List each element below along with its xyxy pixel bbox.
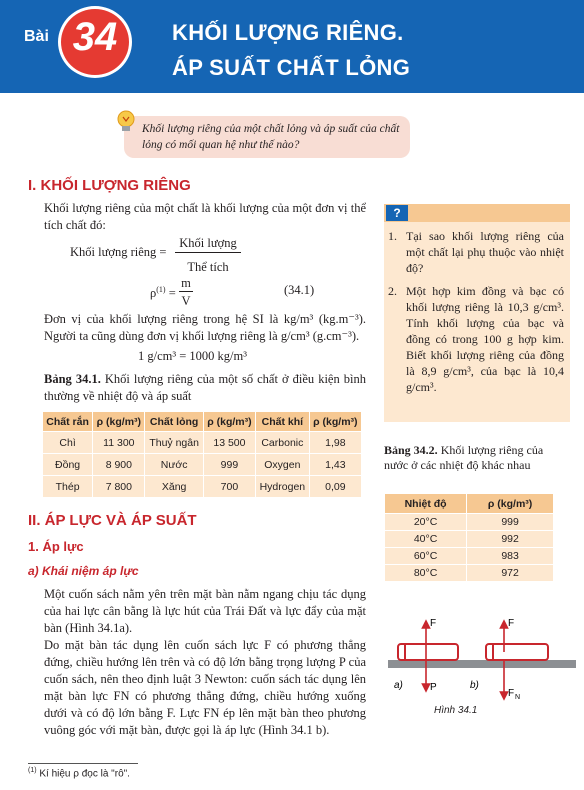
lesson-title-line1: KHỐI LƯỢNG RIÊNG. <box>172 20 404 45</box>
table-row <box>385 565 554 582</box>
table-header-cell: ρ (kg/m³) <box>203 412 255 432</box>
table-header-cell: Nhiệt độ <box>385 494 467 514</box>
table-cell: 20°C <box>385 514 467 531</box>
table-cell: Đồng <box>43 454 93 476</box>
table-cell: 11 300 <box>93 432 145 454</box>
table-row <box>385 548 554 565</box>
table-cell: 700 <box>203 476 255 498</box>
formula-label: Khối lượng riêng = <box>70 245 167 259</box>
table-row <box>385 514 554 531</box>
lightbulb-icon <box>115 109 137 135</box>
table-header-cell: ρ (kg/m³) <box>309 412 361 432</box>
table-cell: Thép <box>43 476 93 498</box>
lesson-label: Bài <box>24 28 49 45</box>
question-item: 1. Tại sao khối lượng riêng của một chất lại phụ thuộc vào nhiệt độ? <box>388 229 564 275</box>
density-definition: Khối lượng riêng của một chất là khối lượng của một đơn vị thể tích chất đó: <box>44 201 366 232</box>
table-row <box>43 454 362 476</box>
table-cell: Thuỷ ngân <box>145 432 203 454</box>
question-item: 2. Một hợp kim đồng và bạc có khối lượng riêng là 10,3 g/cm³. Tính khối lượng của bạc và đồng có trong 100 g hợp kim. Biết khối lượng riêng của đồng là 8,9 g/cm³, của bạc là 10,4 g/cm³. <box>388 284 564 394</box>
table-row <box>385 531 554 548</box>
label-b: b) <box>470 680 479 691</box>
figure-caption: Hình 34.1 <box>434 705 478 716</box>
question-box-header <box>384 204 570 222</box>
table-header-row <box>385 494 554 514</box>
table-header-cell: Chất khí <box>256 412 310 432</box>
table-header-cell: Chất rắn <box>43 412 93 432</box>
table-cell: 7 800 <box>93 476 145 498</box>
table-cell: 983 <box>467 548 554 565</box>
table-header-row <box>43 412 362 432</box>
table-cell: 8 900 <box>93 454 145 476</box>
density-units: Đơn vị của khối lượng riêng trong hệ SI là kg/m³ (kg.m⁻³). Người ta cũng dùng đơn vị khối lượng riêng là g/cm³ (g.cm⁻³). <box>44 312 366 343</box>
table-surface <box>388 660 576 668</box>
figure-34-1 <box>388 604 576 722</box>
subsection-heading-force: 1. Áp lực <box>28 539 84 554</box>
table-cell: 999 <box>203 454 255 476</box>
book-a <box>398 644 458 660</box>
question-mark-icon: ? <box>386 205 408 221</box>
intro-box <box>124 116 410 158</box>
table-cell: Nước <box>145 454 203 476</box>
eq-mass: m <box>179 276 193 292</box>
subsection-heading-concept: a) Khái niệm áp lực <box>28 564 139 578</box>
lesson-number-badge <box>58 6 132 78</box>
table2-caption: Bảng 34.2. Khối lượng riêng của nước ở các nhiệt độ khác nhau <box>384 443 544 472</box>
table-cell: 972 <box>467 565 554 582</box>
footnote: $^{(1)}$ Kí hiệu ρ đọc là "rô". <box>28 767 130 780</box>
table-cell: 1,43 <box>309 454 361 476</box>
table-cell: Carbonic <box>256 432 310 454</box>
table-cell: Oxygen <box>256 454 310 476</box>
table1-caption: Bảng 34.1. Khối lượng riêng của một số chất ở điều kiện bình thường về nhiệt độ và áp suất <box>44 372 366 403</box>
eq-volume: V <box>181 294 191 308</box>
table-cell: 999 <box>467 514 554 531</box>
lesson-number: 34 <box>72 15 118 59</box>
table-cell: 13 500 <box>203 432 255 454</box>
force-paragraph-2: Do mặt bàn tác dụng lên cuốn sách lực F có phương thẳng đứng, chiều hướng lên trên và có độ lớn bằng trọng lượng P của cuốn sách, nên theo định luật 3 Newton: cuốn sách tác dụng lên mặt bàn lực FN có phương thẳng đứng, chiều hướng xuống dưới và có độ lớn bằng F. Lực FN ép lên mặt bàn theo phương vuông góc với mặt bàn, được gọi là áp lực (Hình 34.1 b). <box>44 638 366 737</box>
table-cell: 80°C <box>385 565 467 582</box>
footnote-divider <box>28 763 138 764</box>
table-header-cell: ρ (kg/m³) <box>93 412 145 432</box>
formula-numerator: Khối lượng <box>175 236 241 253</box>
table-cell: 60°C <box>385 548 467 565</box>
label-a: a) <box>394 680 403 691</box>
table-cell: Chì <box>43 432 93 454</box>
section-heading-pressure: II. ÁP LỰC VÀ ÁP SUẤT <box>28 512 197 529</box>
intro-question: Khối lượng riêng của một chất lỏng và áp suất của chất lỏng có mối quan hệ như thế nào? <box>142 123 400 151</box>
table-cell: Hydrogen <box>256 476 310 498</box>
lesson-title-line2: ÁP SUẤT CHẤT LỎNG <box>172 55 411 80</box>
label-p: P <box>430 682 437 693</box>
table-header-cell: Chất lỏng <box>145 412 203 432</box>
table-cell: Xăng <box>145 476 203 498</box>
equation-number: (34.1) <box>284 283 315 297</box>
table-cell: 40°C <box>385 531 467 548</box>
table-row <box>43 476 362 498</box>
table-row <box>43 432 362 454</box>
table-header-cell: ρ (kg/m³) <box>467 494 554 514</box>
water-density-table <box>384 493 554 582</box>
unit-conversion: 1 g/cm³ = 1000 kg/m³ <box>138 349 247 363</box>
label-fn: F <box>508 688 515 699</box>
table-cell: 0,09 <box>309 476 361 498</box>
book-b <box>486 644 548 660</box>
rho-symbol: $\rho^{(1)}$ = <box>150 285 176 301</box>
label-f-b: F <box>508 618 515 629</box>
label-f-a: F <box>430 618 437 629</box>
formula-denominator: Thể tích <box>187 260 229 274</box>
density-table <box>42 411 362 498</box>
table-cell: 992 <box>467 531 554 548</box>
label-fn-sub: N <box>515 694 521 701</box>
force-paragraph-1: Một cuốn sách nằm yên trên mặt bàn nằm ngang chịu tác dụng của hai lực cân bằng là lực hút của Trái Đất và lực đẩy của mặt bàn (Hình 34.1a). <box>44 587 366 635</box>
section-heading-density: I. KHỐI LƯỢNG RIÊNG <box>28 177 191 194</box>
table-cell: 1,98 <box>309 432 361 454</box>
